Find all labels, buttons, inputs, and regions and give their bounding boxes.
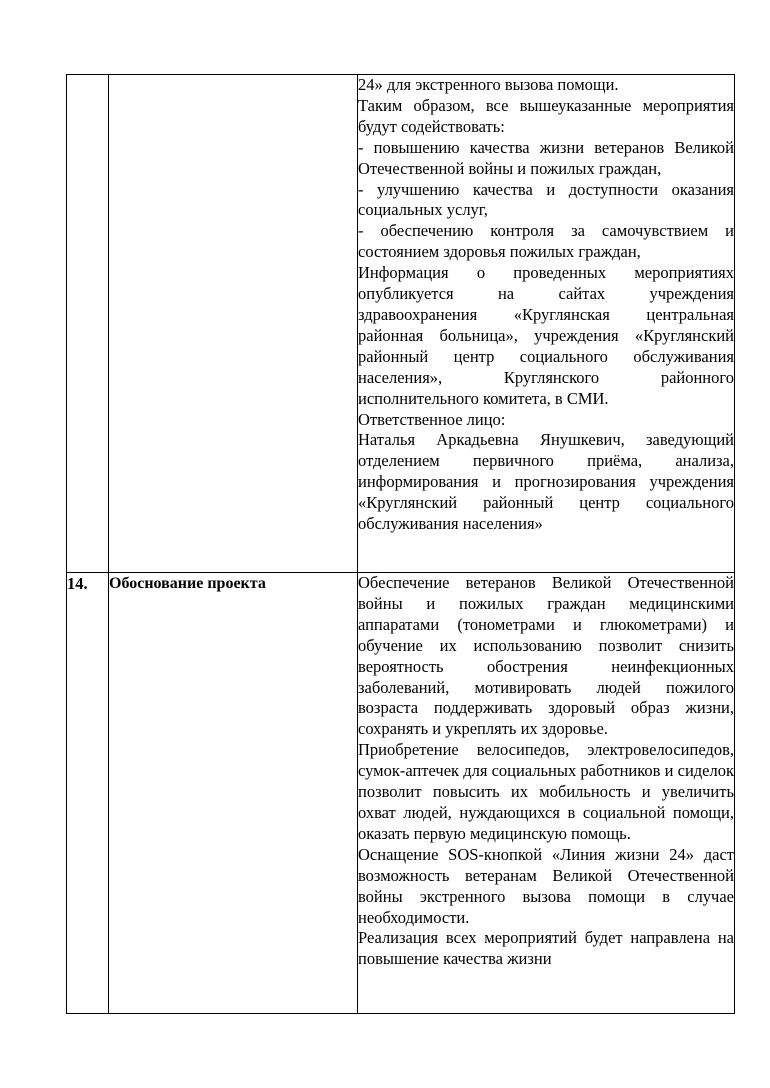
paragraph: Информация о проведенных мероприятиях опубликуется на сайтах учреждения здравоохранения «Круглянская центральная районная больница», учреждения «Круглянский районный центр социального обслуживания населения», Круглянского районного исполнительного комитета, в СМИ. — [358, 263, 734, 408]
paragraph: Обеспечение ветеранов Великой Отечественной войны и пожилых граждан медицинскими аппаратами (тонометрами и глюкометрами) и обучение их использованию позволит снизить вероятность обострения неинфекционных заболеваний, мотивировать людей пожилого возраста поддерживать здоровый образ жизни, сохранять и укреплять их здоровье. — [358, 573, 734, 739]
paragraph: - обеспечению контроля за самочувствием и состоянием здоровья пожилых граждан, — [358, 221, 734, 262]
row-number — [67, 75, 109, 573]
paragraph: Наталья Аркадьевна Янушкевич, заведующий отделением первичного приёма, анализа, информирования и прогнозирования учреждения «Круглянский районный центр социального обслуживания населения» — [358, 430, 734, 534]
paragraph: Реализация всех мероприятий будет направлена на повышение качества жизни — [358, 928, 734, 969]
row-number: 14. — [67, 573, 109, 1014]
paragraph: Оснащение SOS-кнопкой «Линия жизни 24» даст возможность ветеранам Великой Отечественной войны экстренного вызова помощи в случае необходимости. — [358, 844, 734, 927]
project-table — [66, 74, 735, 1014]
row-heading: Обоснование проекта — [109, 573, 358, 1014]
row-heading — [109, 75, 358, 573]
paragraph: Таким образом, все вышеуказанные мероприятия будут содействовать: — [358, 95, 734, 136]
paragraph: 24» для экстренного вызова помощи. — [358, 75, 619, 94]
paragraph: - улучшению качества и доступности оказания социальных услуг, — [358, 179, 734, 220]
row-content — [358, 75, 735, 573]
row-content — [358, 573, 735, 1014]
table-row — [67, 573, 735, 1014]
paragraph: Приобретение велосипедов, электровелосипедов, сумок-аптечек для социальных работников и сиделок позволит повысить их мобильность и увеличить охват людей, нуждающихся в социальной помощи, оказать первую медицинскую помощь. — [358, 740, 734, 843]
paragraph: - повышению качества жизни ветеранов Великой Отечественной войны и пожилых граждан, — [358, 137, 734, 178]
table-row — [67, 75, 735, 573]
paragraph: Ответственное лицо: — [358, 409, 506, 429]
